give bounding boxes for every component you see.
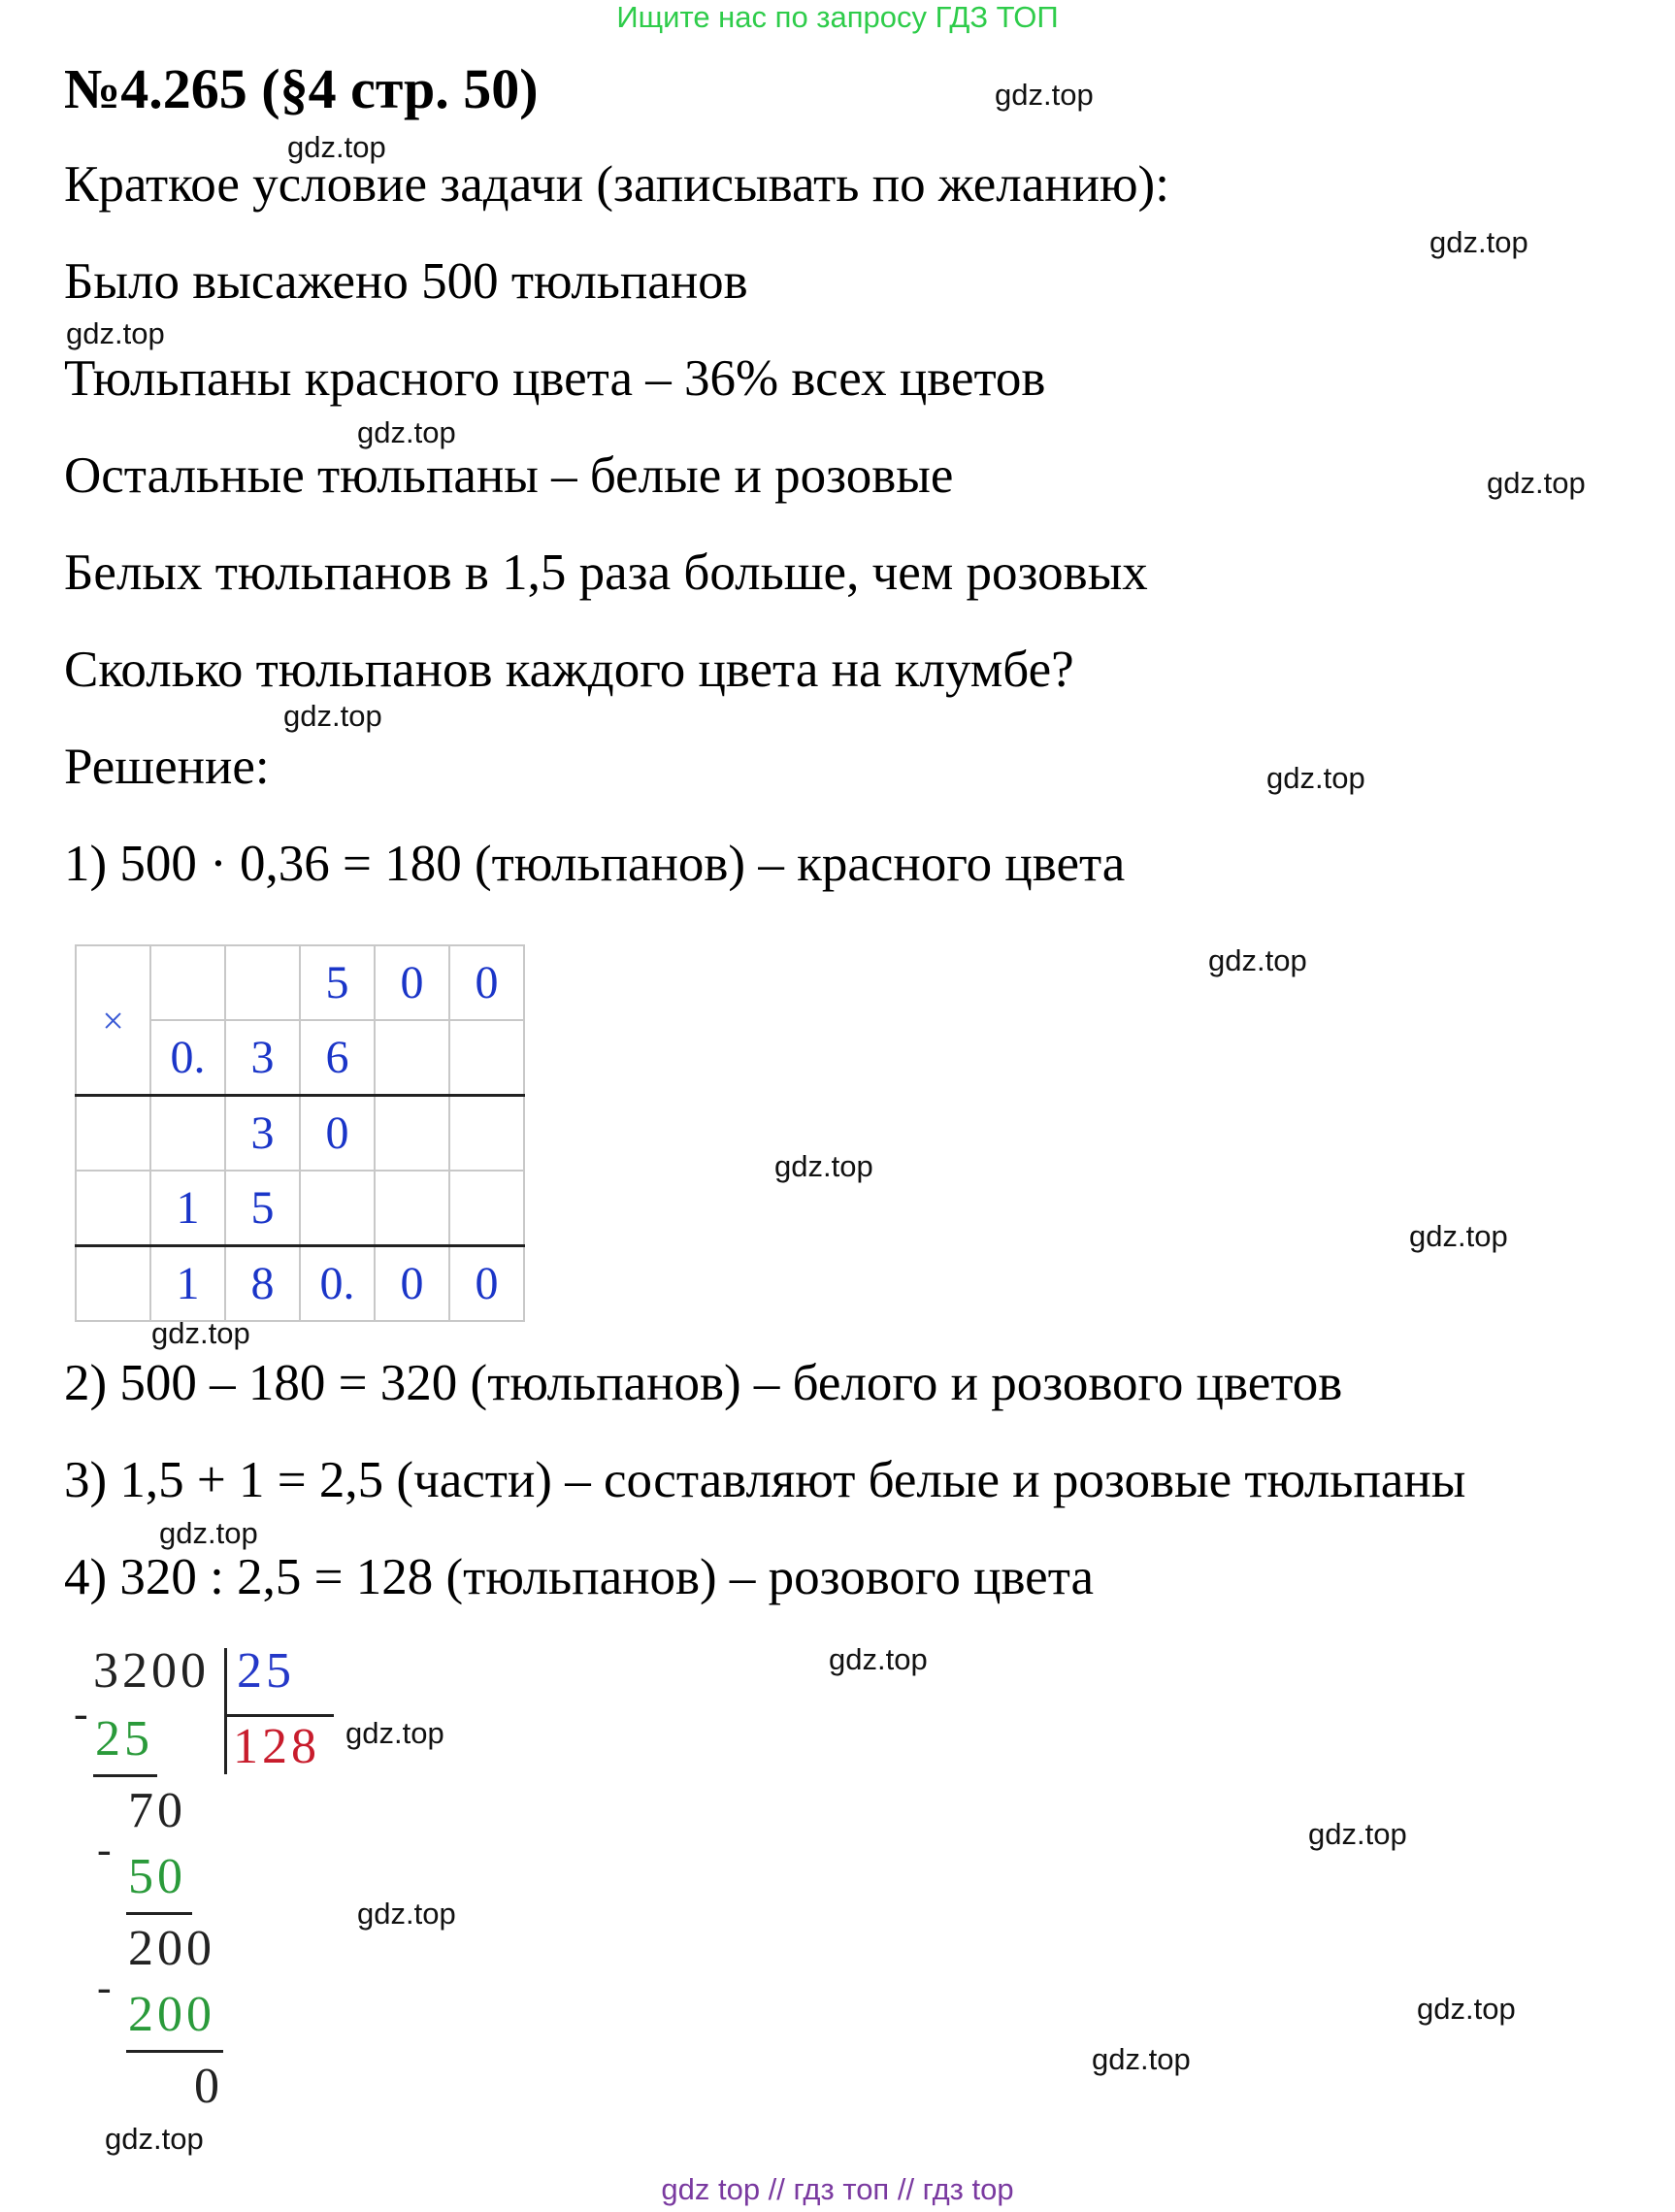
grid-cell [375,1171,449,1246]
grid-cell: 5 [300,945,375,1020]
condition-line-3: Остальные тюльпаны – белые и розовые [64,447,954,504]
division-line-2 [126,1912,192,1915]
division-remainder-1: 70 [128,1783,186,1838]
grid-cell [375,1096,449,1172]
solution-heading: Решение: [64,739,270,795]
division-line-1 [93,1774,157,1777]
watermark: gdz.top [357,415,456,449]
watermark: gdz.top [1487,466,1586,500]
short-condition-heading: Краткое условие задачи (записывать по желанию): [64,156,1169,213]
grid-cell [449,1020,524,1096]
condition-line-2: Тюльпаны красного цвета – 36% всех цветов [64,350,1046,407]
division-dividend: 3200 [93,1643,210,1699]
watermark: gdz.top [774,1149,873,1183]
watermark: gdz.top [1409,1219,1508,1253]
grid-cell [76,1096,150,1172]
grid-cell: 3 [225,1020,300,1096]
division-quotient: 128 [233,1719,320,1774]
solution-step-4: 4) 320 : 2,5 = 128 (тюльпанов) – розового цвета [64,1549,1095,1605]
grid-cell: 0. [300,1246,375,1322]
watermark: gdz.top [1266,761,1365,795]
watermark: gdz.top [105,2122,204,2156]
task-title: №4.265 (§4 стр. 50) [64,57,539,120]
watermark: gdz.top [345,1716,444,1750]
grid-cell: 0 [449,945,524,1020]
watermark: gdz.top [1429,225,1528,259]
condition-line-1: Было высажено 500 тюльпанов [64,253,748,310]
division-vertical-bar [224,1648,227,1774]
grid-cell [76,1171,150,1246]
solution-step-2: 2) 500 – 180 = 320 (тюльпанов) – белого и розового цветов [64,1355,1343,1411]
division-subtrahend-3: 200 [128,1987,215,2042]
grid-cell: 0 [449,1246,524,1322]
grid-cell: 8 [225,1246,300,1322]
watermark: gdz.top [151,1316,250,1350]
multiplication-grid [75,944,525,1322]
watermark: gdz.top [1417,1992,1516,2026]
watermark: gdz.top [1308,1817,1407,1851]
grid-cell [76,1246,150,1322]
watermark: gdz.top [283,699,382,733]
grid-cell: 6 [300,1020,375,1096]
watermark: gdz.top [159,1516,258,1550]
grid-cell: 5 [225,1171,300,1246]
grid-cell: 0 [375,945,449,1020]
grid-cell [300,1171,375,1246]
bottom-banner: gdz top // гдз топ // гдз top [661,2172,1014,2206]
division-divisor: 25 [237,1643,295,1699]
grid-cell [150,945,225,1020]
top-banner: Ищите нас по запросу ГДЗ ТОП [616,0,1059,34]
grid-cell: 0 [375,1246,449,1322]
solution-step-3: 3) 1,5 + 1 = 2,5 (части) – составляют белые и розовые тюльпаны [64,1452,1466,1508]
minus-sign: - [97,1964,112,2011]
condition-line-4: Белых тюльпанов в 1,5 раза больше, чем розовых [64,545,1148,601]
grid-cell [449,1171,524,1246]
grid-cell: 1 [150,1246,225,1322]
watermark: gdz.top [829,1642,928,1676]
condition-question: Сколько тюльпанов каждого цвета на клумбе? [64,642,1074,698]
grid-cell: 0. [150,1020,225,1096]
division-divisor-line [225,1714,334,1717]
minus-sign: - [97,1826,112,1873]
watermark: gdz.top [287,130,386,164]
grid-cell: 1 [150,1171,225,1246]
division-line-3 [126,2050,223,2053]
grid-cell: 0 [300,1096,375,1172]
watermark: gdz.top [357,1897,456,1931]
grid-cell [375,1020,449,1096]
grid-cell: 3 [225,1096,300,1172]
watermark: gdz.top [66,316,165,350]
multiply-sign: × [76,945,150,1096]
watermark: gdz.top [995,78,1094,112]
grid-cell [449,1096,524,1172]
watermark: gdz.top [1092,2042,1191,2076]
minus-sign: - [74,1690,88,1737]
division-subtrahend-1: 25 [95,1711,153,1766]
watermark: gdz.top [1208,943,1307,977]
grid-cell [150,1096,225,1172]
grid-cell [225,945,300,1020]
division-subtrahend-2: 50 [128,1849,186,1904]
solution-step-1: 1) 500 · 0,36 = 180 (тюльпанов) – красного цвета [64,836,1126,892]
division-remainder-2: 200 [128,1921,215,1976]
division-final-remainder: 0 [194,2059,223,2114]
